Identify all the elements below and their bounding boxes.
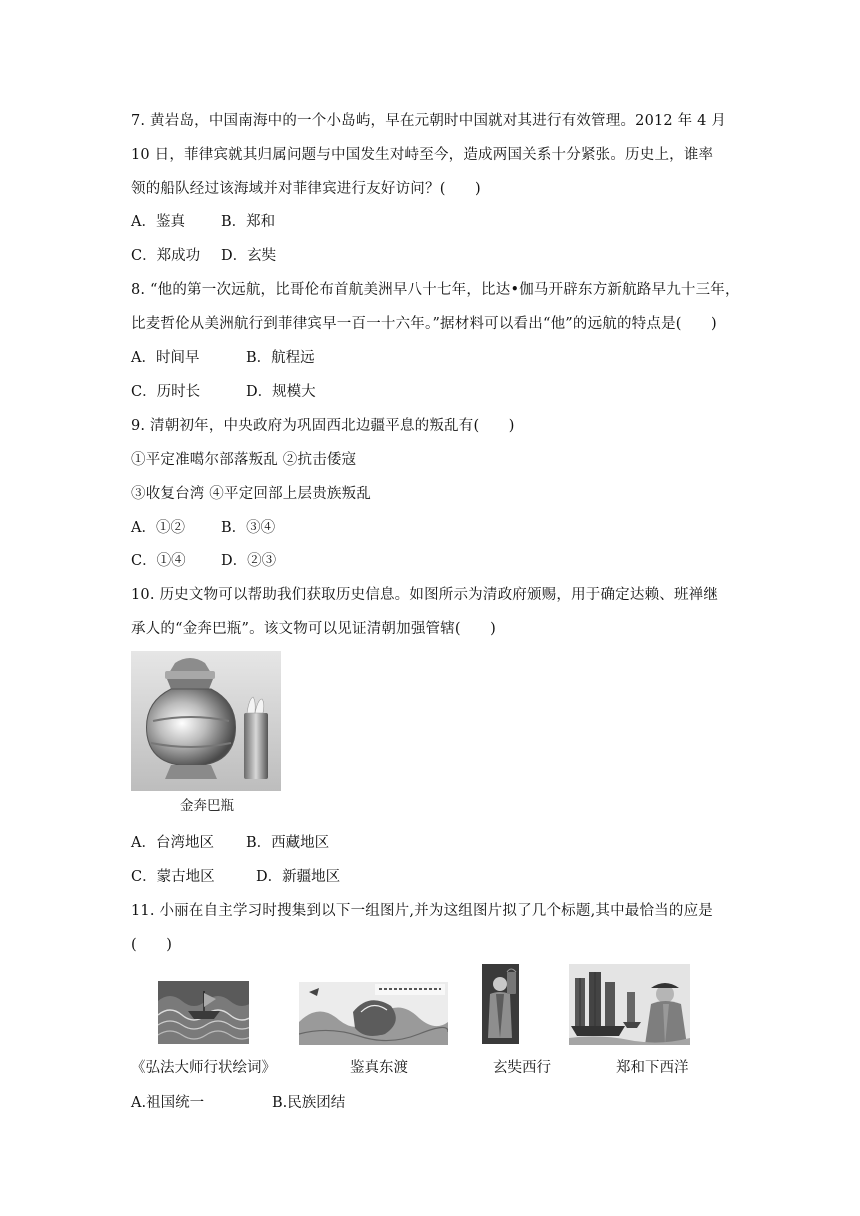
q9-option-d: D．②③ [221,553,277,569]
q10-line-2: 承人的“金奔巴瓶”。该文物可以见证清朝加强管辖( ) [131,621,497,637]
q10-option-a: A．台湾地区 [131,835,214,851]
q8-option-c: C．历时长 [131,384,201,400]
q9-option-a: A．①② [131,520,185,536]
q7-option-c: C．郑成功 [131,248,201,264]
scroll-painting-photo [158,981,249,1044]
q8-line-1: 8. “他的第一次远航，比哥伦布首航美洲早八十七年，比达•伽马开辟东方新航路早九十三年， [131,282,740,298]
q7-option-b: B．郑和 [221,214,276,230]
picture-caption-1: 《弘法大师行状绘词》 [131,1060,276,1076]
q11-option-b: B.民族团结 [272,1095,346,1111]
q7-line-3: 领的船队经过该海域并对菲律宾进行友好访问？( ) [131,181,481,197]
vase-caption: 金奔巴瓶 [180,798,234,814]
picture-caption-3: 玄奘西行 [493,1060,551,1076]
q11-line-1: 11. 小丽在自主学习时搜集到以下一组图片,并为这组图片拟了几个标题,其中最恰当的应是 [131,903,713,919]
q8-option-d: D．规模大 [246,384,316,400]
xuanzang-portrait-photo [482,964,519,1044]
q7-line-2: 10 日，菲律宾就其归属问题与中国发生对峙至今，造成两国关系十分紧张。历史上，谁率 [131,147,714,163]
jianzhen-voyage-photo [299,982,448,1045]
q10-line-1: 10. 历史文物可以帮助我们获取历史信息。如图所示为清政府颁赐，用于确定达赖、班禅继 [131,587,719,603]
picture-caption-4: 郑和下西洋 [616,1060,689,1076]
q10-option-b: B．西藏地区 [246,835,330,851]
q10-option-c: C．蒙古地区 [131,869,215,885]
q10-option-d: D．新疆地区 [256,869,341,885]
q9-option-c: C．①④ [131,553,186,569]
q9-line-1: 9. 清朝初年，中央政府为巩固西北边疆平息的叛乱有( ) [131,418,515,434]
q9-option-b: B．③④ [221,520,276,536]
q9-line-3: ③收复台湾 ④平定回部上层贵族叛乱 [131,486,372,502]
q11-option-a: A.祖国统一 [131,1095,205,1111]
q8-option-b: B．航程远 [246,350,315,366]
zhenghe-ships-photo [569,964,690,1045]
q7-line-1: 7. 黄岩岛，中国南海中的一个小岛屿，早在元朝时中国就对其进行有效管理。2012 年 4 月 [131,113,727,129]
golden-vase-photo [131,651,281,791]
picture-caption-2: 鉴真东渡 [350,1060,408,1076]
q11-line-2: ( ) [131,937,173,953]
q9-line-2: ①平定准噶尔部落叛乱 ②抗击倭寇 [131,452,357,468]
q8-line-2: 比麦哲伦从美洲航行到菲律宾早一百一十六年。”据材料可以看出“他”的远航的特点是( ) [131,316,717,332]
q7-option-d: D．玄奘 [221,248,277,264]
q7-option-a: A．鉴真 [131,214,185,230]
q8-option-a: A．时间早 [131,350,200,366]
